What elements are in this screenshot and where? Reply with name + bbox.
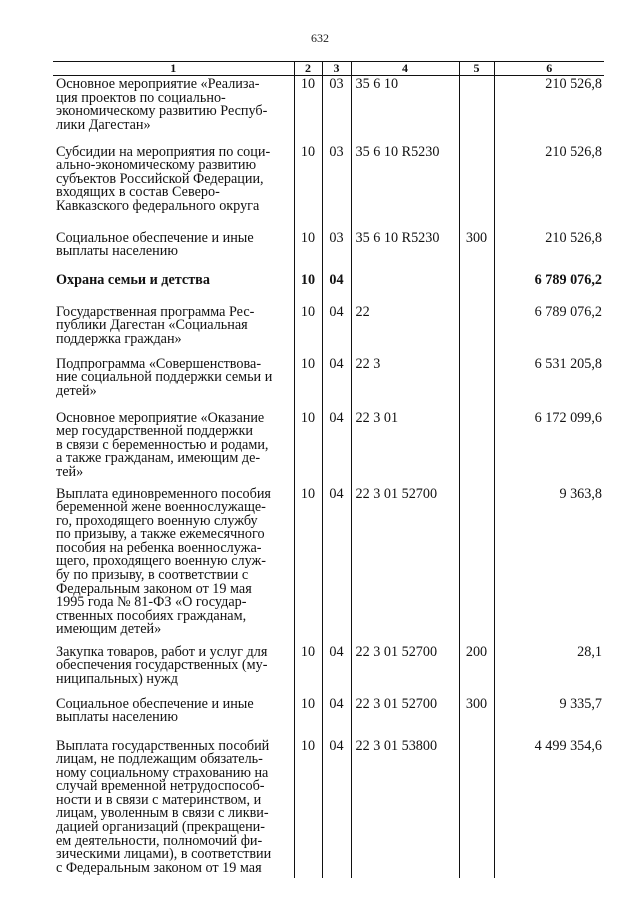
name-line: щего, проходящего военную служ- xyxy=(56,553,267,570)
column-header: 2 xyxy=(294,62,322,76)
name-line: ние социальной поддержки семьи и xyxy=(56,369,273,386)
name-line: случай временной нетрудоспособ- xyxy=(56,778,265,795)
table-row xyxy=(53,356,604,410)
cell-amount: 28,1 xyxy=(494,644,604,696)
table-row xyxy=(53,76,604,144)
name-line: Федеральным законом от 19 мая xyxy=(56,580,252,597)
name-line: пособия на ребенка военнослужа- xyxy=(56,539,262,556)
name-line: тей» xyxy=(56,463,84,480)
name-line: с Федеральным законом от 19 мая xyxy=(56,859,262,876)
cell-name xyxy=(53,230,294,272)
name-line: ности и в связи с материнством, и xyxy=(56,791,262,808)
name-line: в связи с беременностью и родами, xyxy=(56,436,269,453)
cell-target-article: 22 3 xyxy=(351,356,459,410)
name-line: Социальное обеспечение и иные xyxy=(56,695,254,712)
name-line: лики Дагестан» xyxy=(56,116,151,133)
table-row xyxy=(53,644,604,696)
table-row xyxy=(53,738,604,878)
name-line: 1995 года № 81-ФЗ «О государ- xyxy=(56,594,247,611)
name-line: публики Дагестан «Социальная xyxy=(56,317,248,334)
name-line: лицам, уволенным в связи с ликви- xyxy=(56,805,269,822)
cell-expense-type xyxy=(459,410,494,486)
cell-section: 10 xyxy=(294,738,322,878)
cell-expense-type xyxy=(459,144,494,230)
name-line: обеспечения государственных (му- xyxy=(56,657,268,674)
table-row xyxy=(53,272,604,304)
cell-expense-type xyxy=(459,304,494,356)
cell-section: 10 xyxy=(294,356,322,410)
name-line: Социальное обеспечение и иные xyxy=(56,229,254,246)
cell-subsection: 04 xyxy=(322,410,351,486)
cell-target-article: 22 xyxy=(351,304,459,356)
table-row xyxy=(53,230,604,272)
cell-name xyxy=(53,144,294,230)
cell-subsection: 04 xyxy=(322,304,351,356)
cell-name xyxy=(53,696,294,738)
cell-section: 10 xyxy=(294,76,322,144)
column-header: 5 xyxy=(459,62,494,76)
cell-amount: 6 789 076,2 xyxy=(494,304,604,356)
name-line: ниципальных) нужд xyxy=(56,670,178,687)
cell-amount: 9 363,8 xyxy=(494,486,604,644)
cell-expense-type: 300 xyxy=(459,230,494,272)
cell-expense-type: 200 xyxy=(459,644,494,696)
name-line: беременной жене военнослужаще- xyxy=(56,499,266,516)
cell-amount: 210 526,8 xyxy=(494,230,604,272)
name-line: Субсидии на мероприятия по соци- xyxy=(56,143,271,160)
name-line: выплаты населению xyxy=(56,709,178,726)
name-line: Кавказского федерального округа xyxy=(56,197,260,214)
cell-target-article: 22 3 01 52700 xyxy=(351,696,459,738)
name-line: дацией организаций (прекращени- xyxy=(56,819,265,836)
cell-amount: 6 531 205,8 xyxy=(494,356,604,410)
table-row xyxy=(53,696,604,738)
cell-amount: 210 526,8 xyxy=(494,76,604,144)
name-line: субъектов Российской Федерации, xyxy=(56,170,264,187)
cell-amount: 6 789 076,2 xyxy=(494,272,604,304)
cell-subsection: 03 xyxy=(322,230,351,272)
column-header: 4 xyxy=(351,62,459,76)
cell-name xyxy=(53,272,294,304)
name-line: Государственная программа Рес- xyxy=(56,303,255,320)
cell-section: 10 xyxy=(294,644,322,696)
budget-table xyxy=(53,61,604,878)
cell-expense-type xyxy=(459,738,494,878)
cell-name xyxy=(53,76,294,144)
cell-expense-type xyxy=(459,486,494,644)
name-line: экономическому развитию Респуб- xyxy=(56,103,268,120)
table-body xyxy=(53,76,604,878)
column-header: 6 xyxy=(494,62,604,76)
cell-target-article: 35 6 10 R5230 xyxy=(351,230,459,272)
name-line: выплаты населению xyxy=(56,243,178,260)
cell-expense-type: 300 xyxy=(459,696,494,738)
cell-subsection: 04 xyxy=(322,486,351,644)
cell-expense-type xyxy=(459,272,494,304)
name-line: а также гражданам, имеющим де- xyxy=(56,450,261,467)
cell-section: 10 xyxy=(294,144,322,230)
cell-name xyxy=(53,486,294,644)
cell-target-article: 35 6 10 xyxy=(351,76,459,144)
cell-name xyxy=(53,738,294,878)
cell-subsection: 04 xyxy=(322,738,351,878)
name-line: ственных пособиях гражданам, xyxy=(56,607,247,624)
name-line: лицам, не подлежащим обязатель- xyxy=(56,751,263,768)
name-line: зическими лицами), в соответствии xyxy=(56,846,272,863)
cell-expense-type xyxy=(459,356,494,410)
cell-subsection: 04 xyxy=(322,356,351,410)
cell-name xyxy=(53,304,294,356)
table-row xyxy=(53,486,604,644)
table-row xyxy=(53,144,604,230)
cell-amount: 4 499 354,6 xyxy=(494,738,604,878)
name-line: бу по призыву, в соответствии с xyxy=(56,567,249,584)
name-line: Закупка товаров, работ и услуг для xyxy=(56,643,268,660)
name-line: го, проходящего военную службу xyxy=(56,512,258,529)
name-line: ем деятельности, полномочий фи- xyxy=(56,832,263,849)
cell-subsection: 04 xyxy=(322,644,351,696)
name-line: имеющим детей» xyxy=(56,621,162,638)
column-header: 3 xyxy=(322,62,351,76)
name-line: ному социальному страхованию на xyxy=(56,764,269,781)
page-number: 632 xyxy=(311,31,329,45)
cell-target-article: 22 3 01 xyxy=(351,410,459,486)
name-line: по призыву, а также ежемесячного xyxy=(56,526,265,543)
cell-subsection: 04 xyxy=(322,696,351,738)
name-line: Выплата единовременного пособия xyxy=(56,485,271,502)
cell-target-article: 22 3 01 52700 xyxy=(351,644,459,696)
cell-target-article: 35 6 10 R5230 xyxy=(351,144,459,230)
name-line: поддержка граждан» xyxy=(56,330,182,347)
cell-section: 10 xyxy=(294,272,322,304)
name-line: Основное мероприятие «Оказание xyxy=(56,409,265,426)
name-line: мер государственной поддержки xyxy=(56,423,253,440)
name-line: ально-экономическому развитию xyxy=(56,157,257,174)
table-header-row xyxy=(53,62,604,76)
cell-section: 10 xyxy=(294,230,322,272)
cell-amount: 6 172 099,6 xyxy=(494,410,604,486)
name-line: Подпрограмма «Совершенствова- xyxy=(56,355,262,372)
cell-amount: 210 526,8 xyxy=(494,144,604,230)
name-line: Охрана семьи и детства xyxy=(56,271,210,288)
cell-target-article xyxy=(351,272,459,304)
name-line: ция проектов по социально- xyxy=(56,89,226,106)
cell-amount: 9 335,7 xyxy=(494,696,604,738)
table-row xyxy=(53,410,604,486)
cell-target-article: 22 3 01 53800 xyxy=(351,738,459,878)
cell-subsection: 03 xyxy=(322,144,351,230)
cell-section: 10 xyxy=(294,304,322,356)
cell-section: 10 xyxy=(294,696,322,738)
cell-subsection: 03 xyxy=(322,76,351,144)
cell-section: 10 xyxy=(294,486,322,644)
name-line: детей» xyxy=(56,382,97,399)
cell-expense-type xyxy=(459,76,494,144)
cell-subsection: 04 xyxy=(322,272,351,304)
cell-name xyxy=(53,644,294,696)
name-line: Основное мероприятие «Реализа- xyxy=(56,76,260,92)
cell-name xyxy=(53,356,294,410)
cell-target-article: 22 3 01 52700 xyxy=(351,486,459,644)
column-header: 1 xyxy=(53,62,294,76)
name-line: входящих в состав Северо- xyxy=(56,184,220,201)
name-line: Выплата государственных пособий xyxy=(56,737,270,754)
table-row xyxy=(53,304,604,356)
cell-name xyxy=(53,410,294,486)
cell-section: 10 xyxy=(294,410,322,486)
